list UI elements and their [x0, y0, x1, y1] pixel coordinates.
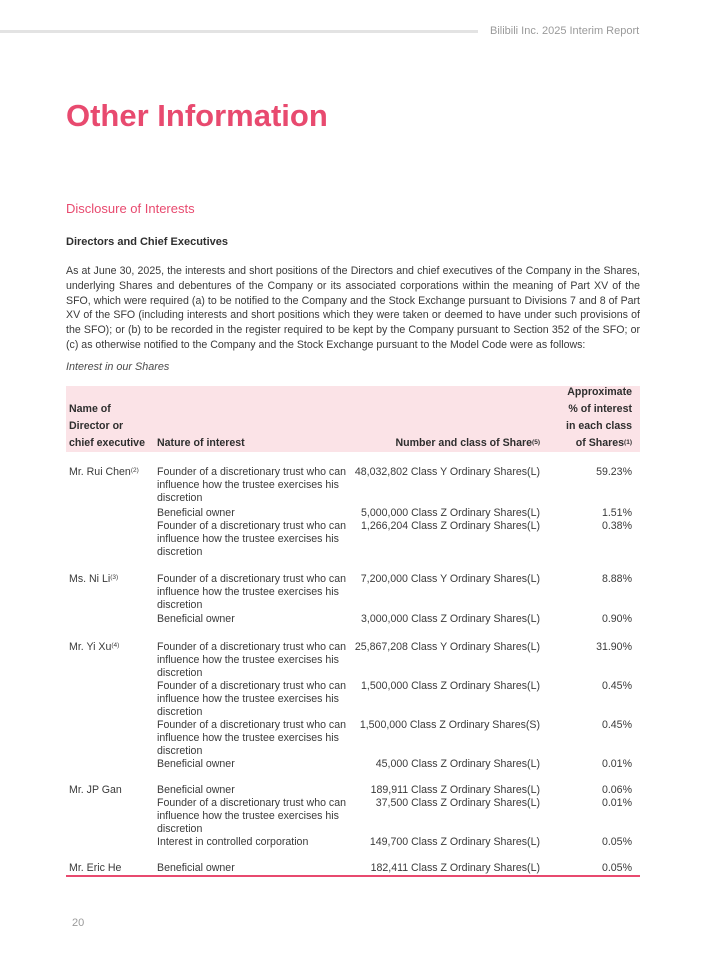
share-percent: 0.90% [601, 613, 632, 625]
nature-of-interest: Beneficial owner [157, 784, 235, 796]
header-nature: Nature of interest [157, 437, 245, 449]
director-name: Mr. Rui Chen [69, 466, 131, 478]
share-number: 1,266,204 Class Z Ordinary Shares(L) [361, 520, 540, 532]
share-number: 25,867,208 Class Y Ordinary Shares(L) [354, 641, 540, 653]
director-name: Ms. Ni Li [69, 573, 111, 585]
share-percent: 8.88% [601, 573, 632, 585]
table-caption: Interest in our Shares [66, 361, 170, 373]
share-number: 189,911 Class Z Ordinary Shares(L) [370, 784, 540, 796]
share-number: 3,000,000 Class Z Ordinary Shares(L) [361, 613, 540, 625]
nature-of-interest: Beneficial owner [157, 862, 235, 874]
header-percent: Approximate % of interest in each class of Shares$^{(1)}$ [566, 386, 632, 449]
share-number: 1,500,000 Class Z Ordinary Shares(S) [359, 719, 540, 731]
share-percent: 1.51% [601, 507, 632, 519]
nature-of-interest: Founder of a discretionary trust who can influence how the trustee exercises his discretion [157, 466, 347, 504]
share-number: 149,700 Class Z Ordinary Shares(L) [369, 836, 540, 848]
table-header [66, 386, 640, 452]
intro-paragraph: As at June 30, 2025, the interests and short positions of the Directors and chief executives of the Company in the Shares, underlying Shares and debentures of the Company or its associated corporations within the meaning of Part XV of the SFO, which were required (a) to be notified to the Company and the Stock Exchange pursuant to Divisions 7 and 8 of Part XV of the SFO (including interests and short positions which they were taken or deemed to have under such provisions of the SFO); or (b) to be recorded in the register required to be kept by the Company pursuant to Section 352 of the SFO; or (c) as otherwise notified to the Company and the Stock Exchange pursuant to the Model Code were as follows: [66, 265, 640, 351]
share-number: 7,200,000 Class Y Ordinary Shares(L) [360, 573, 540, 585]
nature-of-interest: Founder of a discretionary trust who can influence how the trustee exercises his discretion [157, 797, 347, 835]
nature-of-interest: Founder of a discretionary trust who can influence how the trustee exercises his discretion [157, 520, 347, 558]
interests-table: Mr. Rui Chen$^{(2)}$ Founder of a discretionary trust who can influence how the trustee exercises his discretion 48,032,802 Class Y Ordinary Shares(L) 59.23% Beneficial owner 5,000,000 Class Z Ordinary Shares(L) 1.51% Founder of a discretionary trust who can influence how the trustee exercises his discretion 1,266,204 Class Z Ordinary Shares(L) 0.38% Ms. Ni Li$^{(3)}$ Founder of a discretionary trust who can influence how the trustee exercises his discretion 7,200,000 Class Y Ordinary Shares(L) 8.88% Beneficial owner 3,000,000 Class Z Ordinary Shares(L) 0.90% Mr. Yi Xu$^{(4)}$ Founder of a discretionary trust who can influence how the trustee exercises his discretion 25,867,208 Class Y Ordinary Shares(L) 31.90% Founder of a discretionary trust who can influence how the trustee exercises his discretion 1,500,000 Class Z Ordinary Shares(L) 0.45% Founder of a discretionary trust who can influence how the trustee exercises his discretion 1,500,000 Class Z Ordinary Shares(S) 0.45% Beneficial owner 45,000 Class Z Ordinary Shares(L) 0.01% Mr. JP Gan Beneficial owner 189,911 Class Z Ordinary Shares(L) 0.06% Founder of a discretionary trust who can influence how the trustee exercises his discretion 37,500 Class Z Ordinary Shares(L) 0.01% Interest in controlled corporation 149,700 Class Z Ordinary Shares(L) 0.05% Mr. Eric He Beneficial owner 182,411 Class Z Ordinary Shares(L) 0.05% [69, 466, 632, 874]
share-percent: 0.01% [601, 758, 632, 770]
share-number: 37,500 Class Z Ordinary Shares(L) [375, 797, 540, 809]
share-percent: 59.23% [596, 466, 632, 478]
director-name: Mr. Eric He [69, 862, 122, 874]
nature-of-interest: Interest in controlled corporation [157, 836, 309, 848]
header-name: Name of Director or chief executive [69, 403, 145, 449]
section-title: Disclosure of Interests [66, 201, 195, 216]
share-number: 48,032,802 Class Y Ordinary Shares(L) [354, 466, 540, 478]
nature-of-interest: Beneficial owner [157, 507, 235, 519]
share-number: 1,500,000 Class Z Ordinary Shares(L) [361, 680, 540, 692]
share-percent: 0.05% [601, 862, 632, 874]
share-percent: 0.01% [601, 797, 632, 809]
share-number: 45,000 Class Z Ordinary Shares(L) [375, 758, 540, 770]
director-name: Mr. Yi Xu [69, 641, 112, 653]
nature-of-interest: Beneficial owner [157, 613, 235, 625]
share-percent: 31.90% [596, 641, 632, 653]
share-number: 5,000,000 Class Z Ordinary Shares(L) [361, 507, 540, 519]
nature-of-interest: Founder of a discretionary trust who can influence how the trustee exercises his discretion [157, 719, 347, 757]
share-percent: 0.45% [601, 719, 632, 731]
share-percent: 0.45% [601, 680, 632, 692]
share-number: 182,411 Class Z Ordinary Shares(L) [370, 862, 540, 874]
share-percent: 0.06% [601, 784, 632, 796]
page-number: 20 [72, 917, 85, 929]
report-header: Bilibili Inc. 2025 Interim Report [490, 25, 640, 37]
director-name: Mr. JP Gan [69, 784, 122, 796]
subsection-title: Directors and Chief Executives [66, 236, 229, 248]
nature-of-interest: Founder of a discretionary trust who can influence how the trustee exercises his discretion [157, 641, 347, 679]
nature-of-interest: Beneficial owner [157, 758, 235, 770]
share-percent: 0.38% [601, 520, 632, 532]
nature-of-interest: Founder of a discretionary trust who can influence how the trustee exercises his discretion [157, 573, 347, 611]
table-bottom-rule [66, 875, 640, 877]
share-percent: 0.05% [601, 836, 632, 848]
header-rule [0, 30, 478, 33]
header-number: Number and class of Share$^{(5)}$ [395, 437, 540, 449]
page-title: Other Information [66, 98, 328, 133]
nature-of-interest: Founder of a discretionary trust who can influence how the trustee exercises his discretion [157, 680, 347, 718]
